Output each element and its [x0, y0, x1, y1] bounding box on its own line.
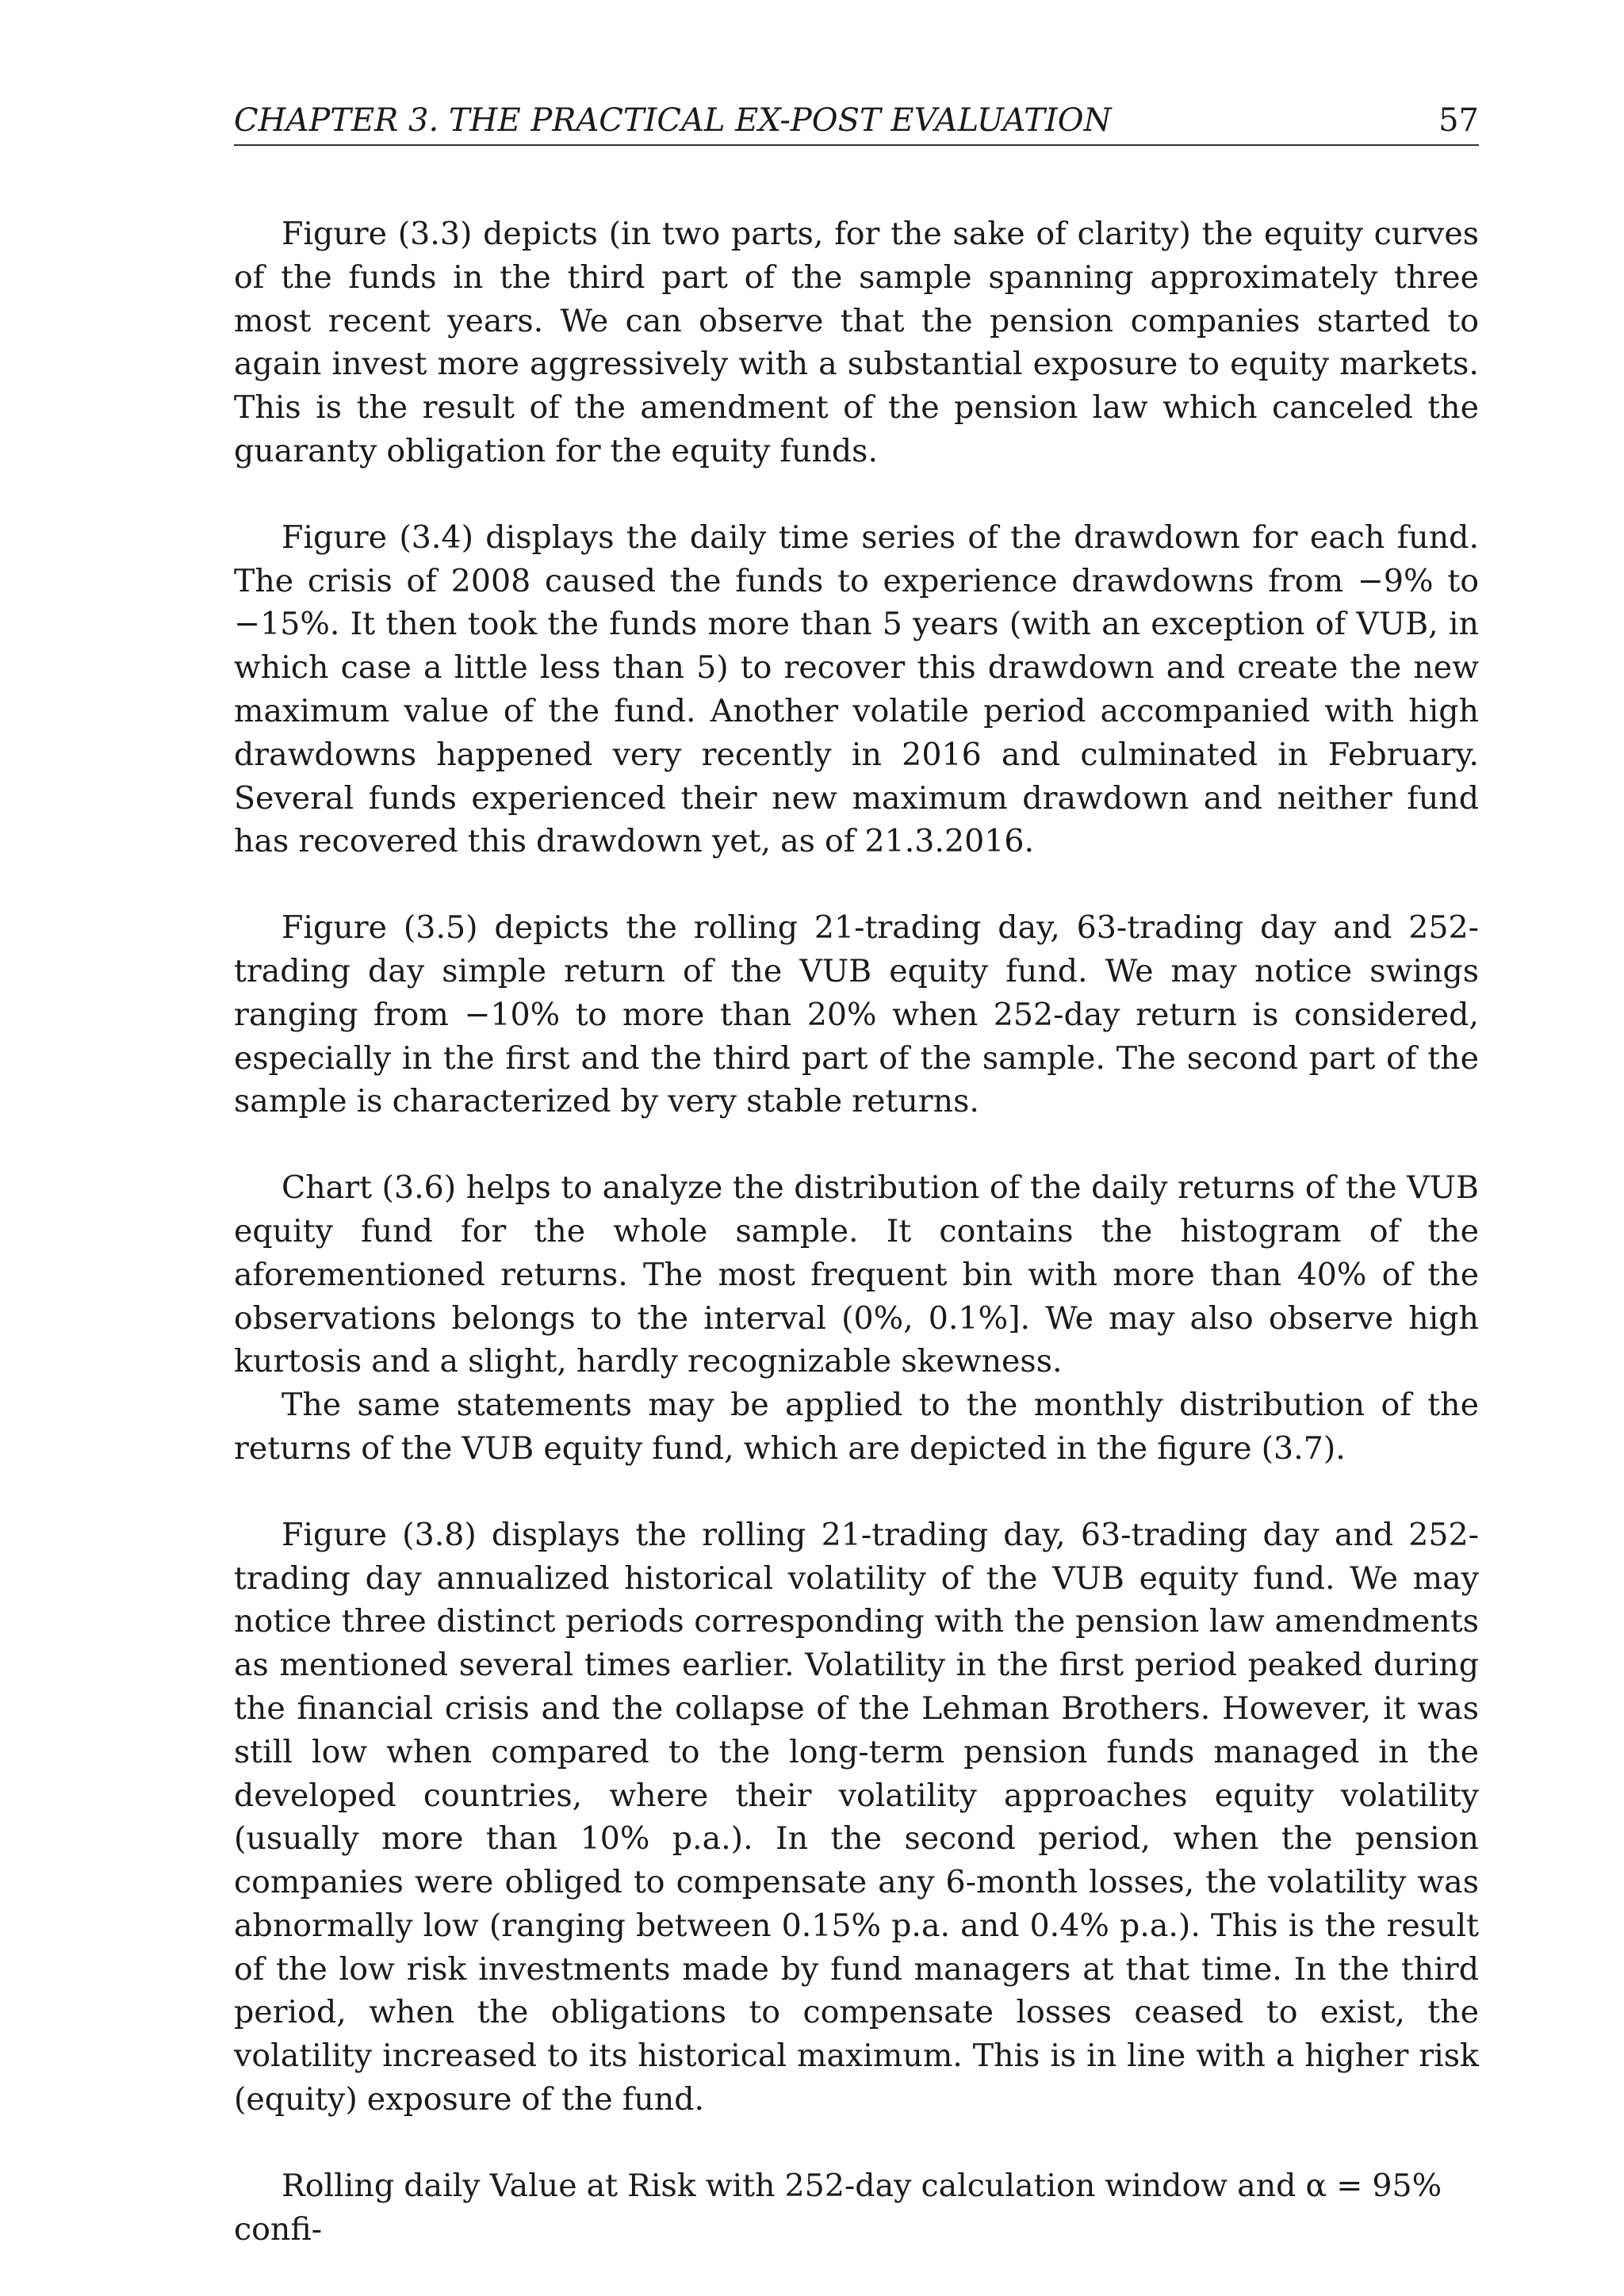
paragraph-figure-3-5: Figure (3.5) depicts the rolling 21-trading day, 63-trading day and 252-trading day simple return of the VUB equity fund. We may notice swings ranging from −10% to more than 20% when 252-day return is considered, especially in the first and the third part of the sample. The second part of the sample is characterized by very stable returns. — [234, 909, 1479, 1120]
paragraph-chart-3-6: Chart (3.6) helps to analyze the distribution of the daily returns of the VUB equity fund for the whole sample. It contains the histogram of the aforementioned returns. The most frequent bin with more than 40% of the observations belongs to the interval (0%, 0.1%]. We may also observe high kurtosis and a slight, hardly recognizable skewness. — [234, 1169, 1479, 1380]
chapter-title: CHAPTER 3. THE PRACTICAL EX-POST EVALUATION — [234, 102, 1112, 139]
running-header — [234, 100, 1479, 146]
paragraph-figure-3-3: Figure (3.3) depicts (in two parts, for the sake of clarity) the equity curves of the funds in the third part of the sample spanning approximately three most recent years. We can observe that the pension companies started to again invest more aggressively with a substantial exposure to equity markets. This is the result of the amendment of the pension law which canceled the guaranty obligation for the equity funds. — [234, 216, 1479, 469]
page-number: 57 — [1438, 102, 1479, 139]
paragraph-value-at-risk: Rolling daily Value at Risk with 252-day calculation window and α = 95% confi- — [234, 2167, 1442, 2248]
paragraph-figure-3-4: Figure (3.4) displays the daily time series of the drawdown for each fund. The crisis of 2008 caused the funds to experience drawdowns from −9% to −15%. It then took the funds more than 5 years (with an exception of VUB, in which case a little less than 5) to recover this drawdown and create the new maximum value of the fund. Another volatile period accompanied with high drawdowns happened very recently in 2016 and culminated in February. Several funds experienced their new maximum drawdown and neither fund has recovered this drawdown yet, as of 21.3.2016. — [234, 519, 1479, 860]
paragraph-figure-3-7: The same statements may be applied to the monthly distribution of the returns of the VUB equity fund, which are depicted in the figure (3.7). — [234, 1387, 1479, 1467]
body-text — [234, 212, 1479, 2251]
paragraph-figure-3-8: Figure (3.8) displays the rolling 21-trading day, 63-trading day and 252-trading day annualized historical volatility of the VUB equity fund. We may notice three distinct periods corresponding with the pension law amendments as mentioned several times earlier. Volatility in the first period peaked during the financial crisis and the collapse of the Lehman Brothers. However, it was still low when compared to the long-term pension funds managed in the developed countries, where their volatility approaches equity volatility (usually more than 10% p.a.). In the second period, when the pension companies were obliged to compensate any 6-month losses, the volatility was abnormally low (ranging between 0.15% p.a. and 0.4% p.a.). This is the result of the low risk investments made by fund managers at that time. In the third period, when the obligations to compensate losses ceased to exist, the volatility increased to its historical maximum. This is in line with a higher risk (equity) exposure of the fund. — [234, 1516, 1479, 2118]
